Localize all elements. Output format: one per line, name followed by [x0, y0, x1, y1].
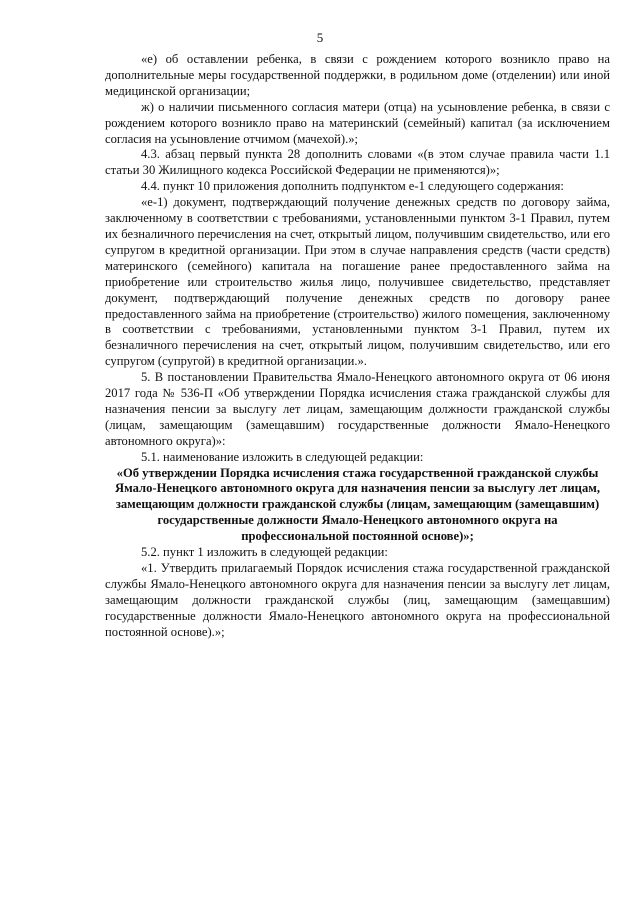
paragraph-e: «е) об оставлении ребенка, в связи с рождением которого возникло право на дополнительные меры государственной поддержки, в родильном доме (отделении) или иной медицинской организации;: [105, 52, 610, 98]
paragraph-point-1: «1. Утвердить прилагаемый Порядок исчисления стажа государственной гражданской службы Ямало-Ненецкого автономного округа для назначения пенсии за выслугу лет лицам, замещающим должности гражданской службы (лиц, замещающим (замещавшим) государственные должности Ямало-Ненецкого автономного округа на профессиональной постоянной основе).»;: [105, 561, 610, 639]
paragraph-5-2: 5.2. пункт 1 изложить в следующей редакции:: [141, 545, 388, 560]
page-number: 5: [316, 30, 324, 45]
document-body: [105, 52, 610, 641]
paragraph-4-3: 4.3. абзац первый пункта 28 дополнить словами «(в этом случае правила части 1.1 статьи 30 Жилищного кодекса Российской Федерации не применяются)»;: [105, 147, 610, 178]
paragraph-4-4: 4.4. пункт 10 приложения дополнить подпунктом е-1 следующего содержания:: [141, 179, 564, 194]
paragraph-5: 5. В постановлении Правительства Ямало-Ненецкого автономного округа от 06 июня 2017 года № 536-П «Об утверждении Порядка исчисления стажа гражданской службы для назначения пенсии за выслугу лет лицам, замещающим должности гражданской службы (лицам, замещающим (замещавшим) государственные должности Ямало-Ненецкого автономного округа)»:: [105, 370, 610, 448]
paragraph-zh: ж) о наличии письменного согласия матери (отца) на усыновление ребенка, в связи с рождением которого возникло право на материнский (семейный) капитал (за исключением согласия на усыновление отчимом (мачехой).»;: [105, 99, 610, 146]
paragraph-e-1: «е-1) документ, подтверждающий получение денежных средств по договору займа, заключенному в соответствии с требованиями, установленными пунктом 3-1 Правил, путем их безналичного перечисления на счет, открытый лицом, получившим свидетельство, или его супругом в кредитной организации. При этом в случае направления средств (части средств) материнского (семейного) капитала на погашение ранее предоставленного займа на приобретение или строительство жилья лицо, получившее свидетельство, представляет документ, подтверждающий получение денежных средств по договору ранее предоставленного займа на приобретение (строительство) жилого помещения, заключенному в соответствии с требованиями, установленными пунктом 3-1 Правил, путем их безналичного перечисления на счет, открытый лицом, получившим свидетельство, или его супругом (супругой) в кредитной организации.».: [105, 195, 610, 369]
centered-title: «Об утверждении Порядка исчисления стажа государственной гражданской службы Ямало-Ненецкого автономного округа для назначения пенсии за выслугу лет лицам, замещающим должности гражданской службы (лицам, замещающим (замещавшим) государственные должности Ямало-Ненецкого автономного округа на профессиональной постоянной основе)»;: [115, 465, 600, 544]
paragraph-5-1: 5.1. наименование изложить в следующей редакции:: [141, 449, 424, 464]
